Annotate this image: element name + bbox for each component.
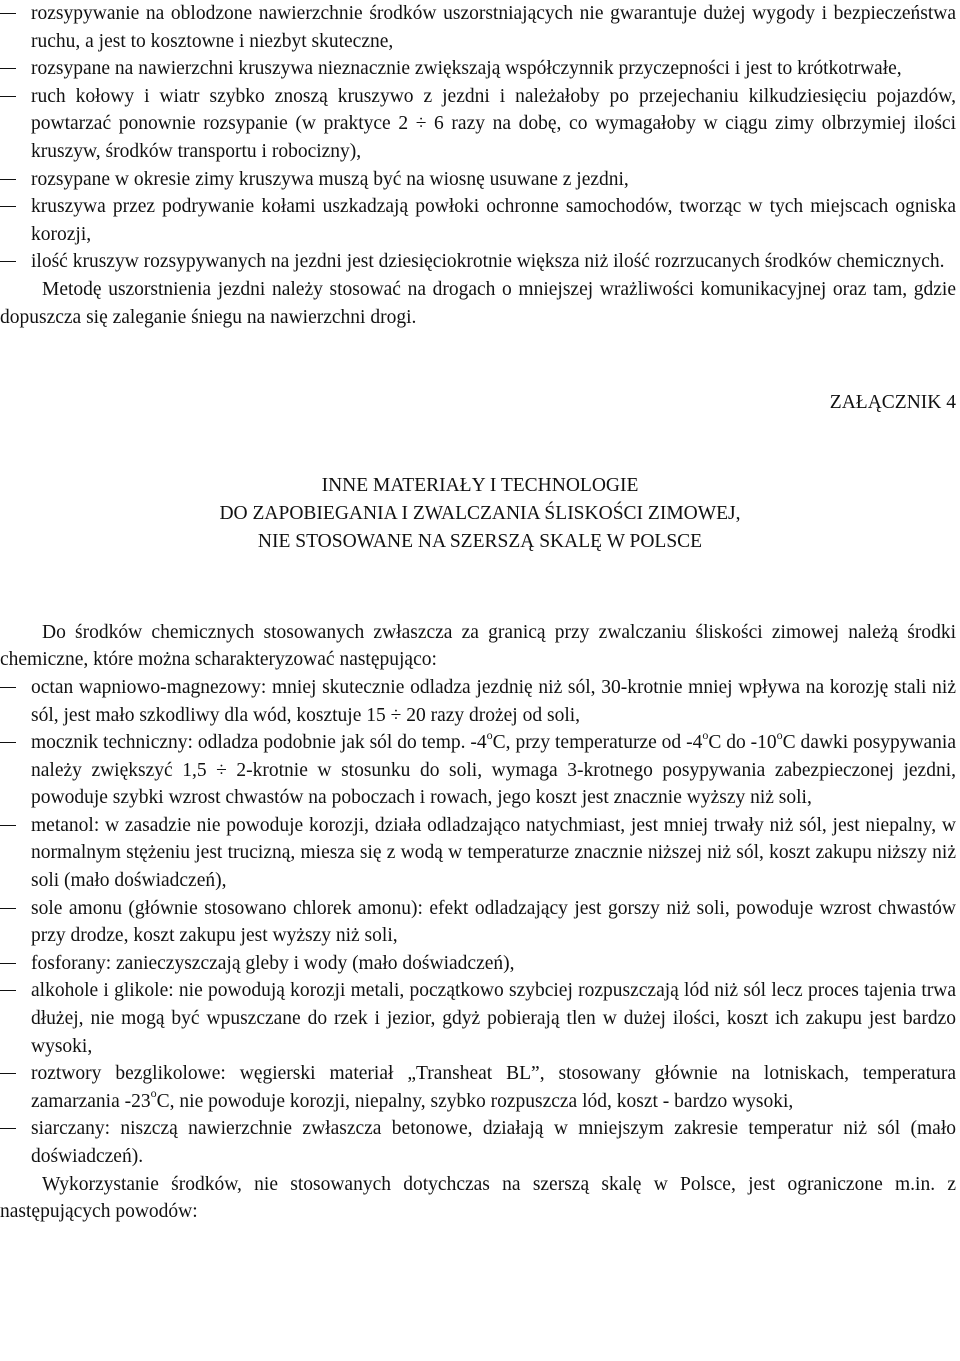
heading-line: DO ZAPOBIEGANIA I ZWALCZANIA ŚLISKOŚCI ZIMOWEJ, [219,502,741,524]
list-item: rozsypane na nawierzchni kruszywa nieznacznie zwiększają współczynnik przyczepności i jest to krótkotrwałe, [0,55,960,83]
method-paragraph: Metodę uszorstnienia jezdni należy stosować na drogach o mniejszej wrażliwości komunikacyjnej oraz tam, gdzie dopuszcza się zaleganie śniegu na nawierzchni drogi. [0,278,956,328]
section-heading [0,472,960,556]
list-item: fosforany: zanieczyszczają gleby i wody (mało doświadczeń), [0,950,960,978]
list-item: rozsypane w okresie zimy kruszywa muszą być na wiosnę usuwane z jezdni, [0,166,960,194]
intro-paragraph: Do środków chemicznych stosowanych zwłaszcza za granicą przy zwalczaniu śliskości zimowej należą środki chemiczne, które można scharakteryzować następująco: [0,621,956,671]
attachment-label: ZAŁĄCZNIK 4 [829,392,956,414]
list-item: kruszywa przez podrywanie kołami uszkadzają powłoki ochronne samochodów, tworząc w tych miejscach ogniska korozji, [0,193,960,248]
heading-line: INNE MATERIAŁY I TECHNOLOGIE [321,474,639,496]
list-item: roztwory bezglikolowe: węgierski materiał „Transheat BL”, stosowany głównie na lotniskach, temperatura zamarzania -23$^o$C, nie powoduje korozji, niepalny, szybko rozpuszcza lód, koszt - bardzo wysoki, [0,1060,960,1115]
closing-paragraph: Wykorzystanie środków, nie stosowanych dotychczas na szerszą skalę w Polsce, jest ograniczone m.in. z następujących powodów: [0,1173,956,1223]
list-item: metanol: w zasadzie nie powoduje korozji, działa odladzająco natychmiast, jest mniej trwały niż sól, jest niepalny, w normalnym stężeniu jest trucizną, miesza się z wodą w temperaturze znacznie niższej niż sól, koszt zakupu niższy niż soli (mało doświadczeń), [0,812,960,895]
heading-line: NIE STOSOWANE NA SZERSZĄ SKALĘ W POLSCE [257,530,703,552]
list-item: sole amonu (głównie stosowano chlorek amonu): efekt odladzający jest gorszy niż soli, powoduje wzrost chwastów przy drodze, koszt zakupu jest wyższy niż soli, [0,895,960,950]
list-item: mocznik techniczny: odladza podobnie jak sól do temp. -4$^o$C, przy temperaturze od -4$^o$C do -10$^o$C dawki posypywania należy zwiększyć 1,5 ÷ 2-krotnie w stosunku do soli, wymaga 3-krotnego posypywania zabezpieczonej jezdni, powoduje szybki wzrost chwastów na poboczach i rowach, jego koszt jest znacznie wyższy niż soli, [0,729,960,812]
list-item: rozsypywanie na oblodzone nawierzchnie środków uszorstniających nie gwarantuje dużej wygody i bezpieczeństwa ruchu, a jest to kosztowne i niezbyt skuteczne, [0,0,960,55]
list-item: ruch kołowy i wiatr szybko znoszą kruszywo z jezdni i należałoby po przejechaniu kilkudziesięciu pojazdów, powtarzać ponownie rozsypanie (w praktyce 2 ÷ 6 razy na dobę, co wymagałoby w ciągu zimy olbrzymiej ilości kruszyw, środków transportu i robocizny), [0,83,960,166]
list-item: siarczany: niszczą nawierzchnie zwłaszcza betonowe, działają w mniejszym zakresie temperatur niż sól (mało doświadczeń). [0,1115,960,1170]
drawbacks-list [0,0,960,276]
list-item: ilość kruszyw rozsypywanych na jezdni jest dziesięciokrotnie większa niż ilość rozrzucanych środków chemicznych. [0,248,960,276]
materials-list [0,674,960,1171]
list-item: octan wapniowo-magnezowy: mniej skutecznie odladza jezdnię niż sól, 30-krotnie mniej wpływa na korozję stali niż sól, jest mało szkodliwy dla wód, kosztuje 15 ÷ 20 razy drożej od soli, [0,674,960,729]
list-item: alkohole i glikole: nie powodują korozji metali, początkowo szybciej rozpuszczają lód niż sól lecz proces tajenia trwa dłużej, nie mogą być wpuszczane do rzek i jezior, gdyż pobierają tlen w dużej ilości, koszt ich zakupu jest bardzo wysoki, [0,977,960,1060]
